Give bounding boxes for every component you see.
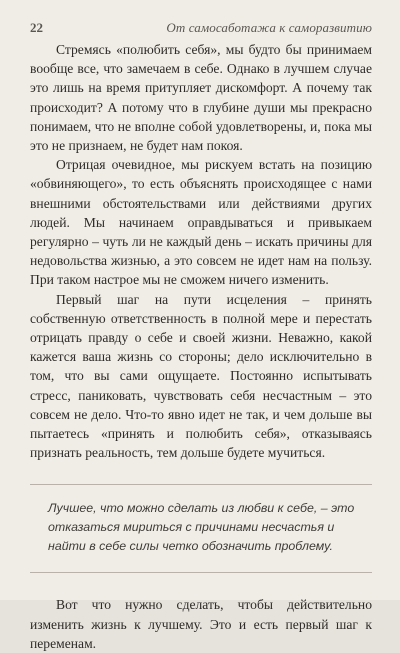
closing-paragraph: Вот что нужно сделать, чтобы действительно изменить жизнь к лучшему. Это и есть первый шаг к переменам.	[30, 597, 372, 651]
page-number: 22	[30, 20, 43, 35]
callout-quote: Лучшее, что можно сделать из любви к себе, – это отказаться мириться с причинами несчастья и найти в себе силы четко обозначить проблему.	[30, 484, 372, 573]
running-title: От самосаботажа к саморазвитию	[166, 20, 372, 35]
paragraph: Первый шаг на пути исцеления – принять собственную ответственность в полной мере и перестать отрицать правду о себе и своей жизни. Неважно, какой кажется ваша жизнь со стороны; дело исключительно в том, что вы сами ощущаете. Постоянно испытывать стресс, паниковать, чувствовать себя несчастным – это совсем не дело. Что-то явно идет не так, и чем дольше вы пытаетесь «принять и полюбить себя», отказываясь признать реальность, тем дольше будете мучиться.	[30, 291, 372, 461]
paragraph: Отрицая очевидное, мы рискуем встать на позицию «обвиняющего», то есть объяснять происходящее с нами внешними обстоятельствами или действиями других людей. Мы начинаем оправдываться и привыкаем регулярно – чуть ли не каждый день – искать причины для недовольства жизнью, а это совсем не идет нам на пользу. При таком настрое мы не сможем ничего изменить.	[30, 157, 372, 288]
body-text	[30, 40, 372, 653]
paragraph: Стремясь «полюбить себя», мы будто бы принимаем вообще все, что замечаем в себе. Однако в лучшем случае это лишь на время притупляет дискомфорт. А почему так происходит? А потому что в глубине души мы прекрасно понимаем, что не вполне собой удовлетворены, и, пока мы это не признаем, не будет нам покоя.	[30, 42, 372, 154]
page-header	[30, 20, 372, 40]
